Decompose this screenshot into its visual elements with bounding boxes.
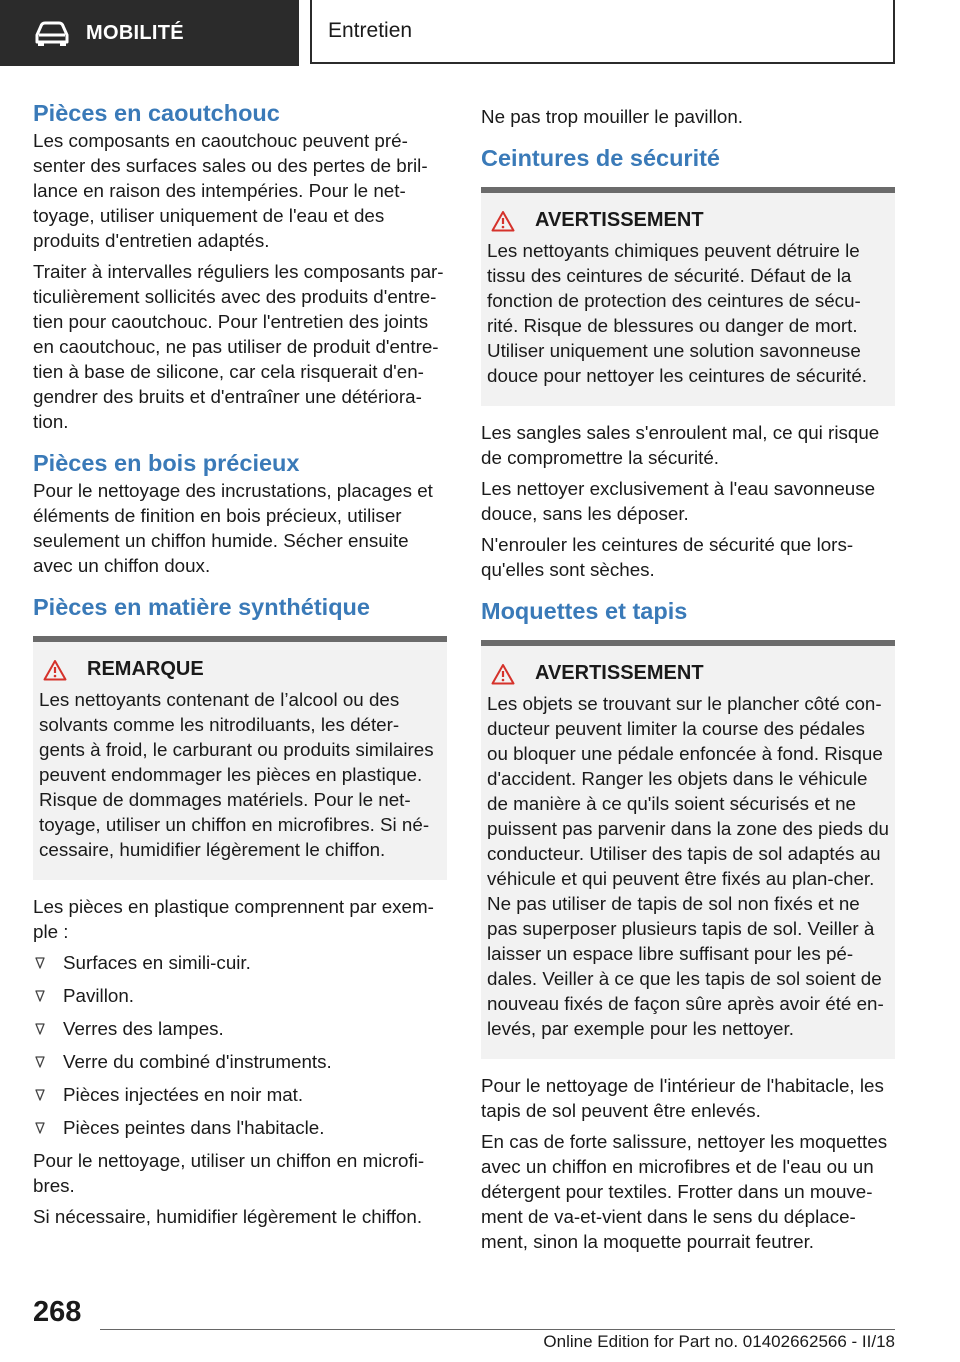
rubber-paragraph-2: Traiter à intervalles réguliers les composants par-ticulièrement sollicités avec des produits d'entre-tien pour caoutchouc. Pour l'entretien des joints en caoutchouc, ne pas utiliser de produit d'entre-tien à base de silicone, car cela risquerait d'en-gendrer des bruits et d'entraîner une détériora-tion.: [33, 261, 444, 432]
warning-label: AVERTISSEMENT: [535, 662, 704, 684]
carpets-paragraph-2: En cas de forte salissure, nettoyer les moquettes avec un chiffon en microfibres et de l'eau ou un détergent pour textiles. Frotter dans un mouve-ment de va-et-vient dans le sens du déplace-ment, sinon la moquette pourrait feutrer.: [481, 1131, 888, 1252]
right-column: [481, 98, 895, 1260]
warning-text: Les objets se trouvant sur le plancher côté con-ducteur peuvent limiter la course des pédales ou bloquer une pédale enfoncée à fond. Risque d'accident. Ranger les objets dans le véhicule de manière à ce qu'ils soient sécurisés et ne puissent pas parvenir dans la zone des pieds du conducteur. Utiliser des tapis de sol adaptés au véhicule et qui peuvent être fixés au plan-cher. Ne pas utiliser de tapis de sol non fixés et ne pas superposer plusieurs tapis de sol. Veiller à laisser un espace libre suffisant pour les pé-dales. Veiller à ce que les tapis de sol soient de nouveau fixés de façon sûre après avoir été en-levés, par exemple pour les nettoyer.: [487, 693, 889, 1039]
list-item: [33, 1049, 447, 1074]
list-item-text: Pièces injectées en noir mat.: [63, 1084, 304, 1105]
notice-title: [39, 658, 441, 681]
warning-triangle-icon: [491, 663, 515, 685]
heading-synthetic: Pièces en matière synthétique: [33, 594, 370, 620]
bullet-triangle-icon: [35, 1056, 45, 1068]
warning-label: AVERTISSEMENT: [535, 209, 704, 231]
plastic-paragraph-3: Si nécessaire, humidifier légèrement le chiffon.: [33, 1206, 423, 1227]
edition-link[interactable]: Online Edition for Part no. 01402662566 - II/18: [543, 1332, 895, 1351]
plastic-paragraph-2: Pour le nettoyage, utiliser un chiffon en microfi-bres.: [33, 1150, 425, 1196]
list-item: [33, 1082, 447, 1107]
warning-triangle-icon: [43, 659, 67, 681]
page-number: 268: [33, 1296, 82, 1328]
notice-text: Les nettoyants contenant de l’alcool ou des solvants comme les nitrodiluants, les déter-gents à froid, le carburant ou produits similaires peuvent endommager les pièces en plastique. Risque de dommages matériels. Pour le net-toyage, utiliser un chiffon en microfibres. Si né-cessaire, humidifier légèrement le chiffon.: [39, 689, 434, 860]
list-item: [33, 1115, 447, 1140]
chapter-tab[interactable]: [310, 0, 895, 64]
bullet-triangle-icon: [35, 1023, 45, 1035]
car-icon: [34, 20, 70, 46]
section-title: MOBILITÉ: [86, 21, 184, 44]
bullet-triangle-icon: [35, 1089, 45, 1101]
bullet-triangle-icon: [35, 957, 45, 969]
warning-box-carpets: [481, 646, 895, 1059]
heading-carpets: Moquettes et tapis: [481, 598, 688, 624]
warning-triangle-icon: [491, 210, 515, 232]
left-column: [33, 98, 447, 1235]
warning-title: [487, 209, 889, 232]
page-header: [0, 0, 960, 66]
list-item-text: Pièces peintes dans l'habitacle.: [63, 1117, 325, 1138]
list-item: [33, 983, 447, 1008]
list-item: [33, 950, 447, 975]
warning-text: Les nettoyants chimiques peuvent détruire le tissu des ceintures de sécurité. Défaut de la fonction de protection des ceintures de sécu-rité. Risque de blessures ou danger de mort. Utiliser uniquement une solution savonneuse douce pour nettoyer les ceintures de sécurité.: [487, 240, 868, 386]
wood-paragraph-1: Pour le nettoyage des incrustations, placages et éléments de finition en bois précieux, utiliser seulement un chiffon humide. Sécher ensuite avec un chiffon doux.: [33, 480, 433, 576]
list-item-text: Surfaces en simili-cuir.: [63, 952, 251, 973]
warning-box-belts: [481, 193, 895, 406]
belts-paragraph-2: Les nettoyer exclusivement à l'eau savonneuse douce, sans les déposer.: [481, 478, 876, 524]
plastic-intro: Les pièces en plastique comprennent par exem-ple :: [33, 896, 434, 942]
chapter-title: Entretien: [328, 19, 413, 42]
belts-paragraph-1: Les sangles sales s'enroulent mal, ce qui risque de compromettre la sécurité.: [481, 422, 880, 468]
rubber-paragraph-1: Les composants en caoutchouc peuvent pré-senter des surfaces sales ou des pertes de bril-lance en raison des intempéries. Pour le net-toyage, utiliser uniquement de l'eau et des produits d'entretien adaptés.: [33, 130, 428, 251]
bullet-triangle-icon: [35, 1122, 45, 1134]
bullet-triangle-icon: [35, 990, 45, 1002]
heading-seat-belts: Ceintures de sécurité: [481, 145, 721, 171]
warning-title: [487, 662, 889, 685]
notice-label: REMARQUE: [87, 658, 204, 680]
footer-divider: [100, 1329, 895, 1330]
list-item-text: Pavillon.: [63, 985, 134, 1006]
list-item-text: Verre du combiné d'instruments.: [63, 1051, 332, 1072]
section-tab[interactable]: [0, 0, 299, 66]
plastic-parts-list: [33, 950, 447, 1140]
list-item: [33, 1016, 447, 1041]
carpets-paragraph-1: Pour le nettoyage de l'intérieur de l'habitacle, les tapis de sol peuvent être enlevés.: [481, 1075, 884, 1121]
belts-paragraph-3: N'enrouler les ceintures de sécurité que lors-qu'elles sont sèches.: [481, 534, 854, 580]
list-item-text: Verres des lampes.: [63, 1018, 224, 1039]
heading-rubber: Pièces en caoutchouc: [33, 100, 280, 126]
roof-liner-note: Ne pas trop mouiller le pavillon.: [481, 106, 744, 127]
heading-wood: Pièces en bois précieux: [33, 450, 300, 476]
notice-box: [33, 642, 447, 880]
